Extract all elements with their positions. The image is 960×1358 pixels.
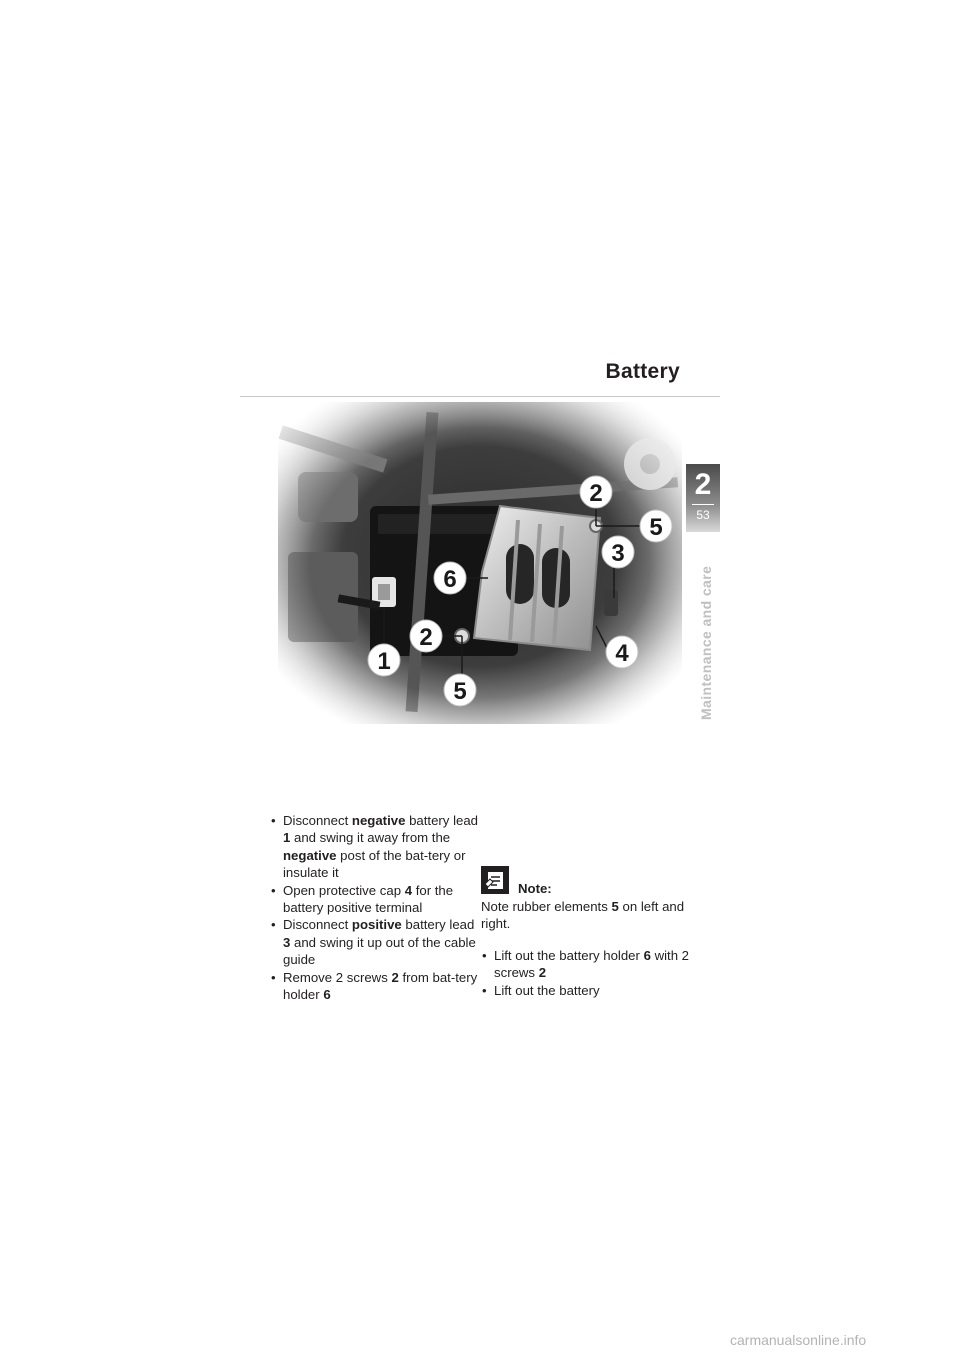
- left-column: [270, 812, 480, 1003]
- chapter-tab: [686, 464, 720, 532]
- note-header: [481, 866, 691, 896]
- callout-label: 2: [419, 624, 433, 651]
- note-icon: [481, 866, 509, 894]
- watermark-text: carmanualsonline.info: [730, 1332, 867, 1348]
- step-list: [270, 812, 480, 1003]
- callout-label: 5: [453, 678, 467, 705]
- battery-photo: [278, 402, 682, 724]
- note-label: Note:: [518, 881, 552, 896]
- list-item: • Lift out the battery: [481, 982, 691, 999]
- callout-label: 5: [649, 514, 663, 541]
- callout-label: 2: [589, 480, 603, 507]
- list-item: • Remove 2 screws 2 from bat-tery holder 6: [270, 969, 480, 1004]
- list-item: • Open protective cap 4 for the battery positive terminal: [270, 882, 480, 917]
- step-list: [481, 947, 691, 999]
- callout-label: 3: [611, 540, 625, 567]
- callout-label: 1: [377, 648, 391, 675]
- page-number-divider: [692, 504, 714, 505]
- list-item: • Lift out the battery holder 6 with 2 screws 2: [481, 947, 691, 982]
- list-item: • Disconnect negative battery lead 1 and swing it away from the negative post of the bat-tery or insulate it: [270, 812, 480, 882]
- note-text: Note rubber elements 5 on left and right.: [481, 899, 685, 932]
- right-column: [481, 866, 691, 999]
- chapter-number: 2: [694, 468, 712, 501]
- callout-label: 6: [443, 566, 457, 593]
- section-side-label: Maintenance and care: [698, 565, 714, 720]
- page-title: Battery: [605, 360, 680, 383]
- page-number: 53: [696, 508, 710, 522]
- callout-label: 4: [615, 640, 629, 667]
- title-divider: [240, 396, 720, 397]
- list-item: • Disconnect positive battery lead 3 and swing it up out of the cable guide: [270, 916, 480, 968]
